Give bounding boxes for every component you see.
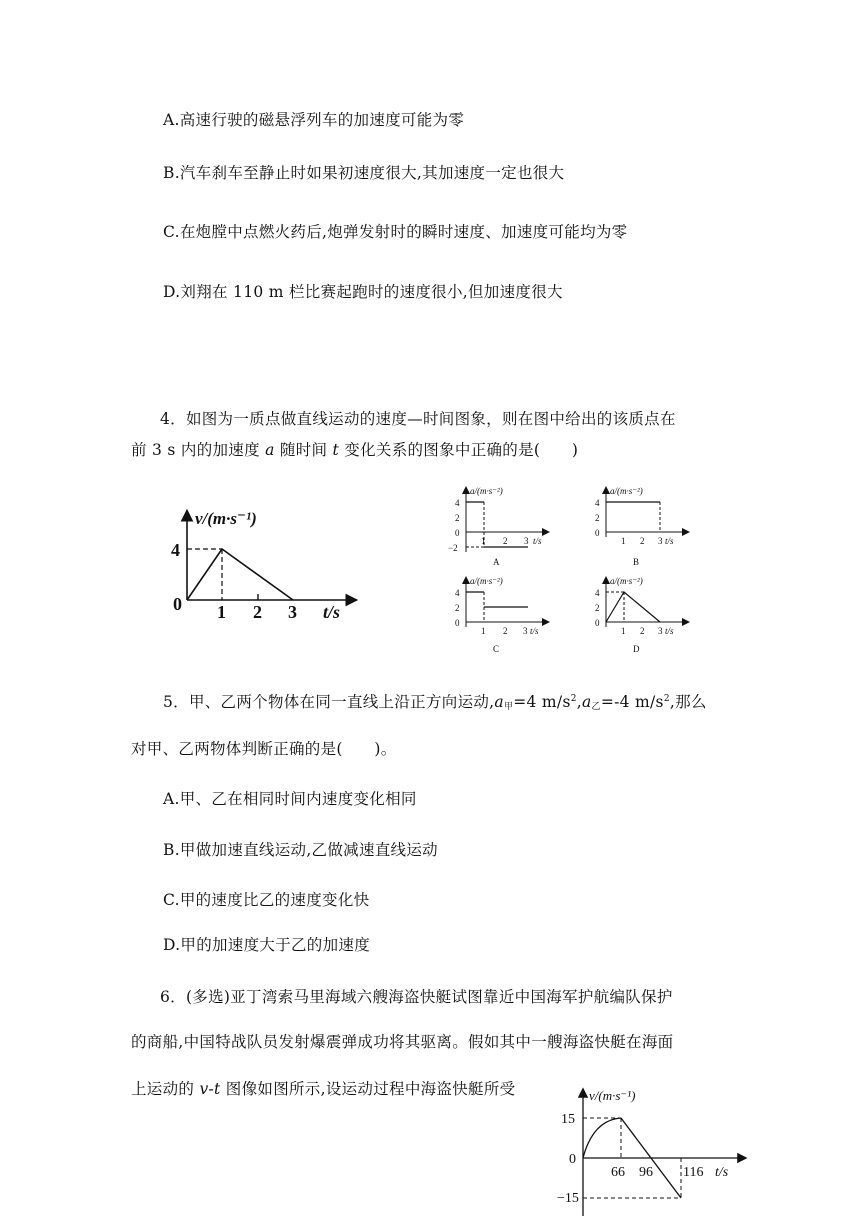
q4-graph-x-tick-2: 2 (253, 602, 262, 622)
svg-text:4: 4 (595, 588, 600, 598)
q4-choice-graph-b (588, 482, 698, 570)
q4-graph-y-label: v/(m·s⁻¹) (195, 509, 257, 528)
svg-text:t/s: t/s (665, 536, 674, 546)
q5-stem-line1: 5．甲、乙两个物体在同一直线上沿正方向运动$,a_甲=4$ $m/s^2,a_乙=-4$ $m/s^2$,那么 (163, 693, 707, 712)
svg-text:4: 4 (455, 498, 460, 508)
svg-text:0: 0 (595, 528, 600, 538)
q4-stem-line2: 前 3 s 内的加速度 a 随时间 t 变化关系的图象中正确的是( ) (131, 441, 579, 459)
svg-text:t/s: t/s (533, 536, 542, 546)
svg-text:1: 1 (621, 536, 626, 546)
svg-text:a/(m·s⁻²): a/(m·s⁻²) (470, 576, 503, 586)
svg-text:2: 2 (595, 603, 600, 613)
svg-text:−15: −15 (557, 1191, 579, 1206)
q5-option-c: C.甲的速度比乙的速度变化快 (163, 891, 370, 909)
q5-option-b: B.甲做加速直线运动,乙做减速直线运动 (163, 841, 438, 859)
choice-a-label: A (493, 557, 500, 567)
choice-b-label: B (633, 557, 640, 567)
svg-text:2: 2 (503, 536, 508, 546)
q5-option-a: A.甲、乙在相同时间内速度变化相同 (163, 790, 417, 808)
svg-text:1: 1 (481, 536, 486, 546)
svg-text:96: 96 (639, 1165, 653, 1180)
q5-option-d: D.甲的加速度大于乙的加速度 (163, 936, 371, 954)
q4-choice-graph-c (448, 572, 558, 660)
svg-text:a/(m·s⁻²): a/(m·s⁻²) (610, 486, 643, 496)
svg-text:2: 2 (640, 536, 645, 546)
svg-text:t/s: t/s (665, 626, 674, 636)
svg-text:2: 2 (455, 513, 460, 523)
q4-velocity-graph (165, 500, 365, 630)
svg-text:0: 0 (455, 528, 460, 538)
q4-velocity-line (187, 549, 293, 600)
q4-graph-y-tick-4: 4 (171, 540, 180, 560)
svg-text:a/(m·s⁻²): a/(m·s⁻²) (610, 576, 643, 586)
q6-stem-line1: 6．(多选)亚丁湾索马里海域六艘海盗快艇试图靠近中国海军护航编队保护 (160, 988, 673, 1006)
svg-text:1: 1 (621, 626, 626, 636)
q3-option-c: C.在炮膛中点燃火药后,炮弹发射时的瞬时速度、加速度可能均为零 (163, 223, 628, 241)
q3-option-d: D.刘翔在 110 m 栏比赛起跑时的速度很小,但加速度很大 (163, 283, 563, 301)
q4-graph-x-tick-1: 1 (217, 602, 226, 622)
q5-stem-line2: 对甲、乙两物体判断正确的是( )。 (131, 740, 397, 758)
svg-text:1: 1 (481, 626, 486, 636)
svg-text:t/s: t/s (715, 1165, 729, 1180)
q4-graph-origin: 0 (173, 594, 182, 614)
svg-text:2: 2 (455, 603, 460, 613)
svg-text:116: 116 (683, 1165, 704, 1180)
svg-text:0: 0 (569, 1152, 576, 1167)
q4-choice-graph-a (448, 482, 558, 570)
q3-option-b: B.汽车刹车至静止时如果初速度很大,其加速度一定也很大 (163, 164, 565, 182)
svg-text:2: 2 (595, 513, 600, 523)
svg-text:0: 0 (595, 618, 600, 628)
q4-stem-line1: 4．如图为一质点做直线运动的速度—时间图象，则在图中给出的该质点在 (160, 410, 676, 428)
choice-c-label: C (493, 644, 500, 654)
svg-text:3: 3 (523, 626, 528, 636)
q6-stem-line3: 上运动的 v-t 图像如图所示,设运动过程中海盗快艇所受 (131, 1080, 516, 1098)
svg-text:a/(m·s⁻²): a/(m·s⁻²) (470, 486, 503, 496)
svg-text:t/s: t/s (530, 626, 539, 636)
svg-text:4: 4 (455, 588, 460, 598)
q6-graph-y-label: v/(m·s⁻¹) (589, 1088, 636, 1103)
q4-graph-x-label: t/s (323, 602, 341, 622)
svg-text:15: 15 (561, 1112, 575, 1127)
q4-graph-x-tick-3: 3 (288, 602, 297, 622)
choice-d-label: D (633, 644, 640, 654)
svg-text:−2: −2 (448, 543, 458, 553)
svg-text:3: 3 (658, 536, 663, 546)
q6-curve-accelerate (583, 1118, 621, 1158)
svg-text:66: 66 (611, 1165, 625, 1180)
svg-text:2: 2 (503, 626, 508, 636)
svg-text:0: 0 (455, 618, 460, 628)
q4-choice-graph-d (588, 572, 698, 660)
svg-text:3: 3 (524, 536, 529, 546)
q6-stem-line2: 的商船,中国特战队员发射爆震弹成功将其驱离。假如其中一艘海盗快艇在海面 (131, 1033, 674, 1051)
q6-velocity-graph (553, 1080, 753, 1216)
svg-text:4: 4 (595, 498, 600, 508)
svg-text:3: 3 (658, 626, 663, 636)
svg-text:2: 2 (640, 626, 645, 636)
q3-option-a: A.高速行驶的磁悬浮列车的加速度可能为零 (163, 111, 465, 129)
